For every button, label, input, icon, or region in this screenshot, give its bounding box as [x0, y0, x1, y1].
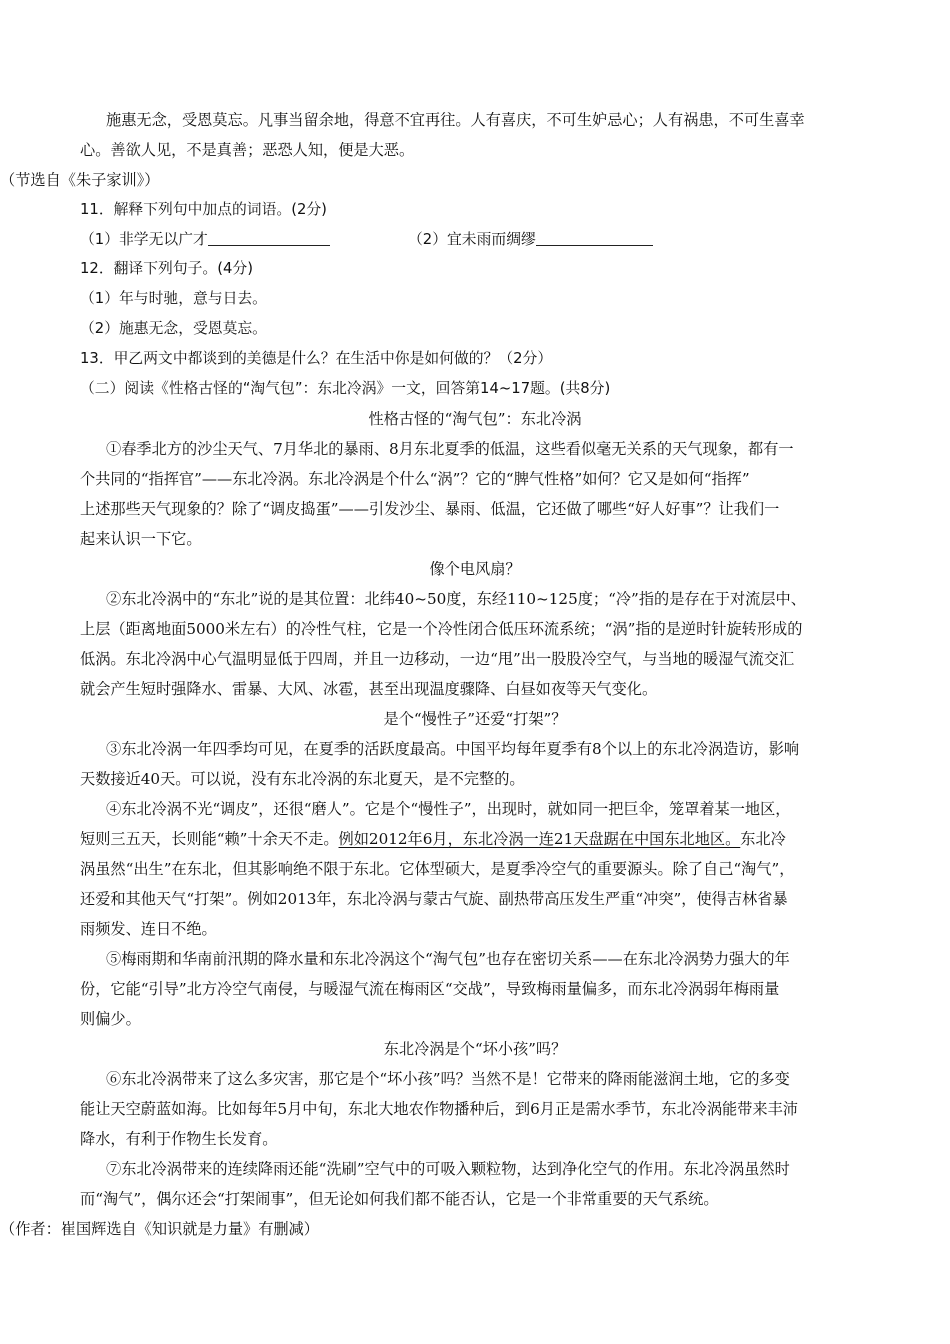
subheading-3: 东北冷涡是个“坏小孩”吗？ — [383, 1040, 567, 1058]
paragraph-3-line: ③东北冷涡一年四季均可见，在夏季的活跃度最高。中国平均每年夏季有8个以上的东北冷涡造访，影响 — [106, 740, 800, 758]
paragraph-4-line: 还爱和其他天气“打架”。例如2013年，东北冷涡与蒙古气旋、副热带高压发生严重“冲突”，使得吉林省暴 — [80, 890, 788, 908]
paragraph-1-line: 起来认识一下它。 — [80, 530, 202, 548]
paragraph-5-line: 份，它能“引导”北方冷空气南侵，与暖湿气流在梅雨区“交战”，导致梅雨量偏多，而东北冷涡弱年梅雨量 — [80, 980, 780, 998]
question-11-2 — [408, 230, 653, 250]
paragraph-4-text: 短则三五天，长则能“赖”十余天不走。 — [80, 830, 339, 848]
answer-blank-11-2[interactable] — [536, 231, 653, 246]
paragraph-5-line: ⑤梅雨期和华南前汛期的降水量和东北冷涡这个“淘气包”也存在密切关系——在东北冷涡势力强大的年 — [106, 950, 790, 968]
paragraph-4-line: 涡虽然“出生”在东北，但其影响绝不限于东北。它体型硕大，是夏季冷空气的重要源头。除了自己“淘气”， — [80, 860, 795, 878]
paragraph-2-line: 上层（距离地面5000米左右）的冷性气柱，它是一个冷性闭合低压环流系统；“涡”指的是逆时针旋转形成的 — [80, 620, 803, 638]
excerpt-line-1: 施惠无念，受恩莫忘。凡事当留余地，得意不宜再往。人有喜庆，不可生妒忌心；人有祸患，不可生喜幸 — [106, 111, 805, 129]
paragraph-4-line: 雨频发、连日不绝。 — [80, 920, 217, 938]
question-12: 12．翻译下列句子。(4分) — [80, 260, 253, 277]
question-11-2-text: （2）宜未雨而绸缪 — [408, 231, 536, 248]
paragraph-4-line — [80, 829, 786, 849]
section-2-instruction: （二）阅读《性格古怪的“淘气包”：东北冷涡》一文，回答第14~17题。(共8分) — [80, 380, 611, 397]
question-13: 13．甲乙两文中都谈到的美德是什么？在生活中你是如何做的？（2分） — [80, 350, 553, 367]
subheading-1: 像个电风扇？ — [429, 560, 521, 578]
paragraph-2-line: 低涡。东北冷涡中心气温明显低于四周，并且一边移动，一边“甩”出一股股冷空气，与当地的暖湿气流交汇 — [80, 650, 795, 668]
paragraph-1-line: ①春季北方的沙尘天气、7月华北的暴雨、8月东北夏季的低温，这些看似毫无关系的天气现象，都有一 — [106, 440, 794, 458]
article-author: （作者：崔国辉选自《知识就是力量》有删减） — [0, 1220, 319, 1238]
paragraph-7-line: ⑦东北冷涡带来的连续降雨还能“洗刷”空气中的可吸入颗粒物，达到净化空气的作用。东北冷涡虽然时 — [106, 1160, 790, 1178]
paragraph-2-line: 就会产生短时强降水、雷暴、大风、冰雹，甚至出现温度骤降、白昼如夜等天气变化。 — [80, 680, 658, 698]
question-11: 11．解释下列句中加点的词语。(2分) — [80, 201, 327, 218]
answer-blank-11-1[interactable] — [208, 231, 330, 246]
excerpt-line-2: 心。善欲人见，不是真善；恶恐人知，便是大恶。 — [80, 141, 415, 159]
paragraph-3-line: 天数接近40天。可以说，没有东北冷涡的东北夏天，是不完整的。 — [80, 770, 525, 788]
underlined-sentence: 例如2012年6月，东北冷涡一连21天盘踞在中国东北地区。 — [338, 830, 741, 848]
question-11-1 — [80, 230, 330, 250]
paragraph-4-text: 东北冷 — [740, 830, 786, 848]
paragraph-6-line: ⑥东北冷涡带来了这么多灾害，那它是个“坏小孩”吗？当然不是！它带来的降雨能滋润土地，它的多变 — [106, 1070, 790, 1088]
question-12-2: （2）施惠无念，受恩莫忘。 — [80, 320, 267, 337]
paragraph-7-line: 而“淘气”，偶尔还会“打架闹事”，但无论如何我们都不能否认，它是一个非常重要的天气系统。 — [80, 1190, 719, 1208]
paragraph-1-line: 上述那些天气现象的？除了“调皮捣蛋”——引发沙尘、暴雨、低温，它还做了哪些“好人好事”？让我们一 — [80, 500, 780, 518]
paragraph-6-line: 能让天空蔚蓝如海。比如每年5月中旬，东北大地农作物播种后，到6月正是需水季节，东北冷涡能带来丰沛 — [80, 1100, 798, 1118]
paragraph-4-line: ④东北冷涡不光“调皮”，还很“磨人”。它是个“慢性子”，出现时，就如同一把巨伞，笼罩着某一地区， — [106, 800, 791, 818]
question-12-1: （1）年与时驰，意与日去。 — [80, 290, 267, 307]
paragraph-5-line: 则偏少。 — [80, 1010, 141, 1028]
paragraph-1-line: 个共同的“指挥官”——东北冷涡。东北冷涡是个什么“涡”？它的“脾气性格”如何？它又是如何“指挥” — [80, 470, 750, 488]
paragraph-2-line: ②东北冷涡中的“东北”说的是其位置：北纬40~50度，东经110~125度；“冷”指的是存在于对流层中、 — [106, 590, 806, 608]
paragraph-6-line: 降水，有利于作物生长发育。 — [80, 1130, 278, 1148]
article-title: 性格古怪的“淘气包”：东北冷涡 — [368, 410, 582, 428]
question-11-1-text: （1）非学无以广才 — [80, 231, 208, 248]
subheading-2: 是个“慢性子”还爱“打架”？ — [383, 710, 567, 728]
excerpt-source: （节选自《朱子家训》） — [0, 171, 160, 189]
